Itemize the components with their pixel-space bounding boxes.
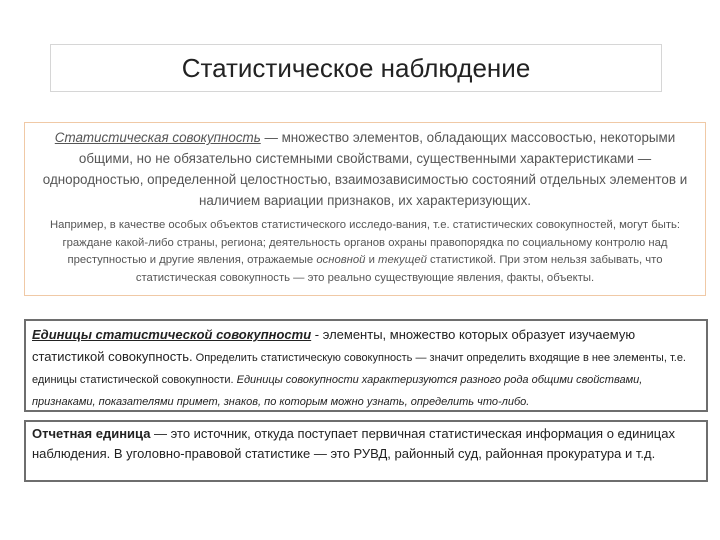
units-text-2: Определить статистическую совокупность — значит определить входящие в нее элементы, т.е. единицы статистической совокупности. [32,352,686,386]
slide-title [50,44,662,92]
reporting-block [24,420,708,482]
definition-paragraph [31,127,699,211]
example-paragraph [31,217,699,287]
example-italic-2: текущей [378,254,427,266]
slide-title-text: Статистическое наблюдение [181,52,531,83]
definition-block [24,122,706,296]
units-term: Единицы статистической совокупности [32,327,312,342]
reporting-term: Отчетная единица [32,426,151,441]
example-italic-1: основной [316,254,366,266]
example-text-after: статистикой. При этом нельзя забывать, что статистическая совокупность — это реально существующие явления, факты, объекты. [135,254,663,284]
definition-text: — множество элементов, обладающих массовостью, некоторыми общими, но не обязательно системными свойствами, существенными характеристиками — однородностью, определенной целостностью, взаимозависимостью состояний отдельных элементов и наличием вариации признаков, их характеризующих. [42,130,688,208]
reporting-text: — это источник, откуда поступает первичная статистическая информация о единицах наблюдения. В уголовно-правовой статистике — это РУВД, районный суд, районная прокуратура и т.д. [32,426,675,461]
units-text-1: - элементы, множество которых образует изучаемую статистикой совокупность. [32,327,636,364]
units-block [24,319,708,412]
example-middle: и [365,254,379,266]
example-text-before: Например, в качестве особых объектов статистического исследо-вания, т.е. статистических совокупностей, могут быть: граждане какой-либо страны, региона; деятельность органов охраны правопорядка по социальному контролю над преступностью и другие явления, отражаемые [49,219,681,266]
units-text-italic: Единицы совокупности характеризуются разного рода общими свойствами, признаками, показателями примет, знаков, по которым можно узнать, определить что-либо. [32,374,643,408]
definition-term: Статистическая совокупность [54,130,261,145]
